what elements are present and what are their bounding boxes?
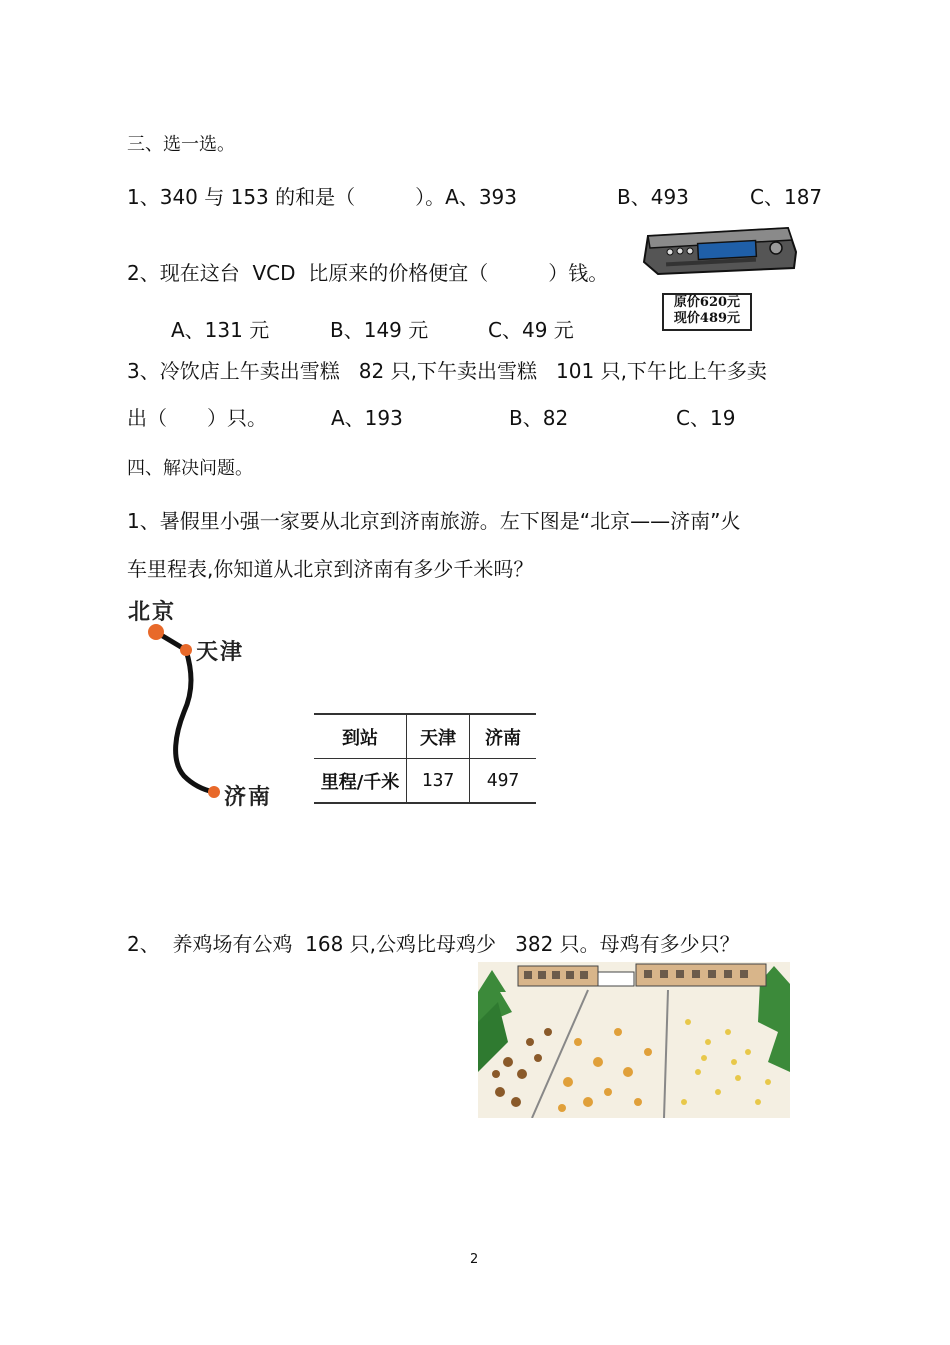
question-2-option-c: C、49 元	[488, 318, 574, 342]
question-3-line-1: 3、冷饮店上午卖出雪糕 82 只,下午卖出雪糕 101 只,下午比上午多卖	[127, 359, 767, 383]
table-cell: 里程/千米	[314, 759, 407, 804]
table-row	[314, 759, 536, 804]
table-cell: 137	[407, 759, 470, 804]
question-2-option-a: A、131 元	[171, 318, 270, 342]
question-1-option-c: C、187	[750, 185, 823, 209]
map-label-tianjin: 天津	[196, 640, 245, 665]
map-label-jinan: 济南	[224, 785, 273, 810]
problem-2-text: 2、 养鸡场有公鸡 168 只,公鸡比母鸡少 382 只。母鸡有多少只？	[127, 932, 740, 956]
vcd-player-image	[640, 222, 800, 280]
table-header-row	[314, 714, 536, 759]
question-3-option-b: B、82	[509, 406, 569, 430]
table-header-cell: 天津	[407, 714, 470, 759]
map-label-beijing: 北京	[128, 600, 177, 625]
vcd-price-tag	[662, 293, 752, 331]
question-1-text: 1、340 与 153 的和是（ ）。A、393	[127, 185, 517, 209]
chicken-farm-image	[478, 962, 790, 1118]
beijing-dot	[148, 624, 164, 640]
problem-1-line-1: 1、暑假里小强一家要从北京到济南旅游。左下图是“北京——济南”火	[127, 509, 741, 533]
question-1-option-b: B、493	[617, 185, 689, 209]
page-number: 2	[470, 1252, 479, 1267]
mileage-table	[314, 713, 536, 804]
tianjin-dot	[180, 644, 192, 656]
question-3-line-2: 出（ ）只。	[127, 406, 267, 430]
current-price: 现价489元	[673, 311, 741, 326]
question-3-option-a: A、193	[331, 406, 403, 430]
problem-1-line-2: 车里程表,你知道从北京到济南有多少千米吗？	[127, 557, 534, 581]
section-4-heading: 四、解决问题。	[127, 458, 253, 479]
question-2-option-b: B、149 元	[330, 318, 429, 342]
table-cell: 497	[470, 759, 537, 804]
table-header-cell: 到站	[314, 714, 407, 759]
original-price: 原价620元	[673, 295, 741, 310]
table-header-cell: 济南	[470, 714, 537, 759]
jinan-dot	[208, 786, 220, 798]
question-3-option-c: C、19	[676, 406, 736, 430]
question-2-text: 2、现在这台 VCD 比原来的价格便宜（ ）钱。	[127, 261, 609, 285]
section-3-heading: 三、选一选。	[127, 134, 235, 155]
